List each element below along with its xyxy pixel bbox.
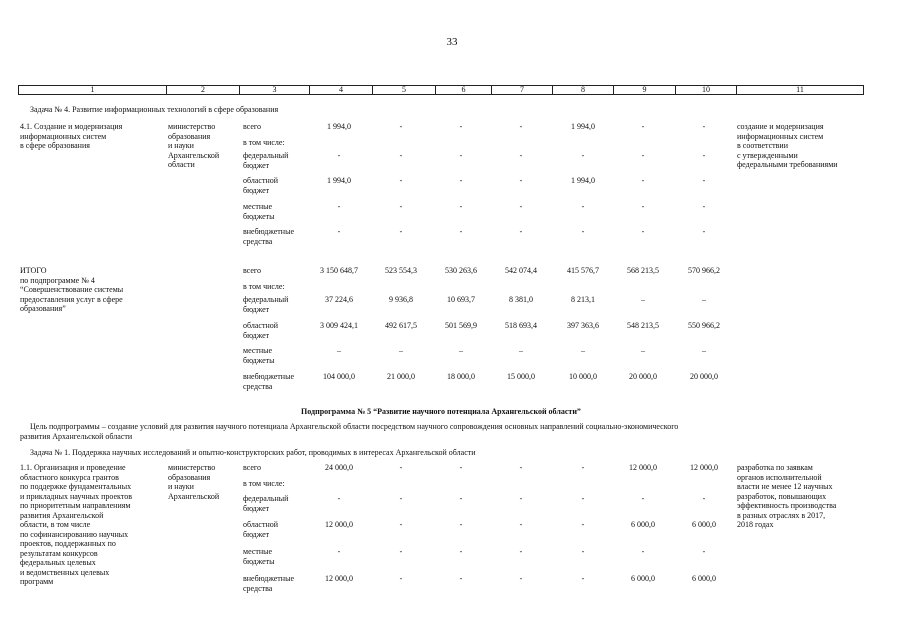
block3-result-line: 2018 годах — [737, 520, 774, 529]
table-cell-value: - — [641, 494, 645, 503]
table-cell-value: - — [641, 176, 645, 185]
block1-executor-line: образования — [168, 131, 211, 141]
table-cell-value: - — [459, 494, 463, 503]
table-cell-value: 3 150 648,7 — [320, 266, 358, 275]
funding-source-label-line: федеральный — [243, 494, 289, 503]
table-cell-value: - — [581, 547, 585, 556]
table-cell-value: – — [337, 346, 341, 355]
table-cell-value: - — [519, 202, 523, 211]
table-cell-value: - — [459, 547, 463, 556]
block3-name-line: проектов, поддержанных по — [20, 539, 116, 548]
table-cell-value: - — [459, 520, 463, 529]
table-cell-value: - — [459, 151, 463, 160]
column-header-8: 8 — [553, 86, 614, 94]
table-cell-value: - — [399, 151, 403, 160]
funding-source-label — [243, 479, 285, 489]
table-cell-value: - — [581, 227, 585, 236]
funding-source-label — [243, 463, 261, 473]
column-header-9: 9 — [614, 86, 676, 94]
funding-source-label-line: бюджеты — [243, 556, 275, 566]
funding-source-label-line: местные — [243, 346, 273, 355]
table-cell-value: – — [641, 346, 645, 355]
funding-source-label-line: всего — [243, 122, 262, 131]
block1-executor-line: Архангельской — [168, 150, 220, 160]
block2-name-line: по подпрограмме № 4 — [20, 275, 95, 285]
table-cell-value: - — [337, 151, 341, 160]
funding-source-label-line: всего — [243, 266, 262, 275]
column-header-1: 1 — [19, 86, 167, 94]
table-cell-value: - — [459, 176, 463, 185]
table-cell-value: 10 693,7 — [447, 295, 475, 304]
table-cell-value: - — [702, 122, 706, 131]
table-cell-value: - — [702, 547, 706, 556]
table-cell-value: 104 000,0 — [323, 372, 355, 381]
column-header-7: 7 — [492, 86, 553, 94]
funding-source-label-line: в том числе: — [243, 282, 285, 291]
funding-source-label — [243, 295, 288, 314]
funding-source-label-line: местные — [243, 547, 273, 556]
table-cell-value: 1 994,0 — [571, 122, 595, 131]
block2-name — [20, 266, 170, 314]
block2-name-line: “Совершенствование системы — [20, 285, 124, 294]
funding-source-label-line: в том числе: — [243, 138, 285, 147]
table-cell-value: - — [581, 202, 585, 211]
funding-source-label-line: бюджет — [243, 185, 270, 195]
block1-name-line: 4.1. Создание и модернизация — [20, 122, 123, 131]
column-header-2: 2 — [167, 86, 240, 94]
funding-source-label-line: федеральный — [243, 295, 289, 304]
table-cell-value: - — [702, 202, 706, 211]
table-cell-value: – — [519, 346, 523, 355]
table-cell-value: 518 693,4 — [505, 321, 537, 330]
table-cell-value: - — [581, 151, 585, 160]
block3-result-line: разработок, повышающих — [737, 491, 827, 501]
block1-executor — [168, 122, 238, 170]
table-cell-value: - — [702, 151, 706, 160]
block3-name-line: результатам конкурсов — [20, 548, 98, 558]
funding-source-label-line: бюджеты — [243, 355, 275, 365]
table-cell-value: 18 000,0 — [447, 372, 475, 381]
block3-result-line: органов исполнительной — [737, 472, 822, 482]
funding-source-label-line: бюджеты — [243, 211, 275, 221]
block3-result-line: в разных отраслях в 2017, — [737, 510, 826, 520]
funding-source-label — [243, 202, 275, 221]
table-cell-value: 415 576,7 — [567, 266, 599, 275]
funding-source-label — [243, 176, 278, 195]
block3-executor-line: министерство — [168, 463, 216, 472]
table-cell-value: - — [519, 463, 523, 472]
goal-text-line2: развития Архангельской области — [20, 432, 133, 441]
block1-result — [737, 122, 867, 170]
column-header-11: 11 — [796, 85, 804, 94]
funding-source-label — [243, 346, 275, 365]
table-cell-value: - — [399, 494, 403, 503]
table-cell-value: - — [581, 574, 585, 583]
funding-source-label — [243, 138, 285, 148]
block1-result-line: в соответствии — [737, 141, 788, 150]
funding-source-label-line: внебюджетные — [243, 574, 294, 583]
funding-source-label-line: внебюджетные — [243, 372, 294, 381]
table-cell-value: - — [519, 122, 523, 131]
table-cell-value: 3 009 424,1 — [320, 321, 358, 330]
table-cell-value: - — [399, 227, 403, 236]
block3-executor-line: и науки — [168, 482, 194, 491]
table-cell-value: - — [581, 494, 585, 503]
table-cell-value: - — [399, 122, 403, 131]
table-cell-value: - — [337, 494, 341, 503]
table-cell-value: – — [459, 346, 463, 355]
block1-result-line: федеральными требованиями — [737, 160, 838, 169]
block3-executor-line: Архангельской — [168, 491, 220, 501]
funding-source-label — [243, 151, 288, 170]
column-header-3: 3 — [240, 86, 310, 94]
table-cell-value: - — [581, 463, 585, 472]
table-cell-value: - — [641, 202, 645, 211]
funding-source-label-line: областной — [243, 321, 279, 330]
table-cell-value: - — [519, 176, 523, 185]
block2-name-line: ИТОГО — [20, 266, 47, 275]
table-cell-value: - — [399, 547, 403, 556]
table-cell-value: - — [519, 520, 523, 529]
task1-title: Задача № 1. Поддержка научных исследований и опытно-конструкторских работ, проводимых в интересах Архангельской области — [30, 448, 476, 457]
funding-source-label — [243, 574, 294, 593]
block3-name-line: по поддержке фундаментальных — [20, 482, 132, 491]
table-cell-value: – — [399, 346, 403, 355]
table-cell-value: 530 263,6 — [445, 266, 477, 275]
funding-source-label-line: федеральный — [243, 151, 289, 160]
table-cell-value: - — [459, 122, 463, 131]
table-cell-value: - — [459, 227, 463, 236]
block3-name-line: и ведомственных целевых — [20, 567, 110, 577]
block3-result-line: разработка по заявкам — [737, 463, 813, 472]
funding-source-label-line: бюджет — [243, 529, 270, 539]
table-cell-value: - — [641, 122, 645, 131]
funding-source-label-line: всего — [243, 463, 262, 472]
table-cell-value: 8 381,0 — [509, 295, 533, 304]
block3-name-line: 1.1. Организация и проведение — [20, 463, 126, 472]
table-cell-value: - — [519, 151, 523, 160]
funding-source-label-line: бюджет — [243, 160, 270, 170]
funding-source-label — [243, 282, 285, 292]
block3-name-line: по софинансированию научных — [20, 529, 129, 539]
block1-executor-line: министерство — [168, 122, 216, 131]
block1-name-line: в сфере образования — [20, 141, 90, 150]
table-cell-value: 37 224,6 — [325, 295, 353, 304]
block3-name-line: и прикладных научных проектов — [20, 491, 132, 501]
table-cell-value: - — [399, 176, 403, 185]
block3-name-line: программ — [20, 577, 54, 586]
task4-title: Задача № 4. Развитие информационных технологий в сфере образования — [30, 105, 279, 114]
column-header-4: 4 — [310, 86, 373, 94]
table-cell-value: - — [399, 202, 403, 211]
column-header-10: 10 — [676, 86, 737, 94]
block2-name-line: предоставления услуг в сфере — [20, 294, 123, 304]
funding-source-label — [243, 372, 294, 391]
table-cell-value: 501 569,9 — [445, 321, 477, 330]
table-cell-value: 20 000,0 — [690, 372, 718, 381]
table-cell-value: 12 000,0 — [629, 463, 657, 472]
block2-name-line: образования” — [20, 304, 66, 313]
funding-source-label-line: местные — [243, 202, 273, 211]
table-cell-value: 548 213,5 — [627, 321, 659, 330]
table-cell-value: – — [581, 346, 585, 355]
table-cell-value: 21 000,0 — [387, 372, 415, 381]
block3-name-line: по приоритетным направлениям — [20, 501, 131, 510]
block3-name-line: развития Архангельской — [20, 510, 104, 520]
table-cell-value: - — [399, 574, 403, 583]
table-cell-value: - — [641, 151, 645, 160]
subprogram5-title: Подпрограмма № 5 “Развитие научного потенциала Архангельской области” — [301, 407, 581, 416]
funding-source-label — [243, 122, 261, 132]
funding-source-label — [243, 494, 288, 513]
table-cell-value: - — [399, 520, 403, 529]
funding-source-label-line: внебюджетные — [243, 227, 294, 236]
block3-executor-line: образования — [168, 472, 211, 482]
table-cell-value: 492 617,5 — [385, 321, 417, 330]
block1-executor-line: и науки — [168, 141, 194, 150]
page-number: 33 — [446, 36, 458, 48]
block1-result-line: с утвержденными — [737, 150, 798, 160]
table-cell-value: 568 213,5 — [627, 266, 659, 275]
funding-source-label — [243, 227, 294, 246]
table-cell-value: - — [337, 227, 341, 236]
column-header-row — [18, 85, 864, 95]
table-cell-value: - — [459, 463, 463, 472]
table-cell-value: 570 966,2 — [688, 266, 720, 275]
funding-source-label-line: бюджет — [243, 503, 270, 513]
table-cell-value: 542 074,4 — [505, 266, 537, 275]
table-cell-value: 10 000,0 — [569, 372, 597, 381]
table-cell-value: 6 000,0 — [631, 520, 655, 529]
block3-result — [737, 463, 867, 530]
funding-source-label-line: средства — [243, 236, 273, 246]
table-cell-value: – — [702, 346, 706, 355]
block1-result-line: информационных систем — [737, 131, 824, 141]
table-cell-value: - — [337, 547, 341, 556]
table-cell-value: 6 000,0 — [631, 574, 655, 583]
table-cell-value: - — [337, 202, 341, 211]
table-cell-value: 6 000,0 — [692, 520, 716, 529]
table-cell-value: - — [519, 227, 523, 236]
table-cell-value: 20 000,0 — [629, 372, 657, 381]
funding-source-label — [243, 520, 278, 539]
table-cell-value: 12 000,0 — [325, 520, 353, 529]
table-cell-value: 12 000,0 — [690, 463, 718, 472]
block1-name-line: информационных систем — [20, 131, 107, 141]
table-cell-value: - — [519, 574, 523, 583]
block3-name — [20, 463, 170, 587]
table-cell-value: 1 994,0 — [571, 176, 595, 185]
table-cell-value: - — [702, 176, 706, 185]
funding-source-label-line: бюджет — [243, 330, 270, 340]
block3-name-line: области, в том числе — [20, 520, 91, 529]
table-cell-value: 523 554,3 — [385, 266, 417, 275]
table-cell-value: 1 994,0 — [327, 122, 351, 131]
table-cell-value: – — [641, 295, 645, 304]
funding-source-label — [243, 266, 261, 276]
block3-result-line: эффективность производства — [737, 501, 837, 510]
funding-source-label-line: областной — [243, 520, 279, 529]
funding-source-label — [243, 321, 278, 340]
table-cell-value: - — [459, 574, 463, 583]
table-cell-value: - — [519, 494, 523, 503]
block1-result-line: создание и модернизация — [737, 122, 824, 131]
block1-executor-line: области — [168, 160, 195, 169]
block3-name-line: областного конкурса грантов — [20, 472, 119, 482]
funding-source-label-line: в том числе: — [243, 479, 285, 488]
table-cell-value: 12 000,0 — [325, 574, 353, 583]
funding-source-label-line: средства — [243, 381, 273, 391]
funding-source-label-line: областной — [243, 176, 279, 185]
table-cell-value: 6 000,0 — [692, 574, 716, 583]
block1-name — [20, 122, 170, 151]
goal-text-line1: Цель подпрограммы – создание условий для развития научного потенциала Архангельской области посредством научного сопровождения основных направлений социально-экономического — [30, 422, 679, 431]
table-cell-value: - — [459, 202, 463, 211]
table-cell-value: 24 000,0 — [325, 463, 353, 472]
block3-executor — [168, 463, 238, 501]
funding-source-label-line: бюджет — [243, 304, 270, 314]
table-cell-value: - — [399, 463, 403, 472]
table-cell-value: - — [581, 520, 585, 529]
table-cell-value: 1 994,0 — [327, 176, 351, 185]
table-cell-value: 15 000,0 — [507, 372, 535, 381]
table-cell-value: - — [702, 494, 706, 503]
table-cell-value: - — [641, 547, 645, 556]
table-cell-value: - — [641, 227, 645, 236]
table-cell-value: 397 363,6 — [567, 321, 599, 330]
column-header-5: 5 — [373, 86, 436, 94]
table-cell-value: – — [702, 295, 706, 304]
column-header-6: 6 — [436, 86, 492, 94]
table-cell-value: 550 966,2 — [688, 321, 720, 330]
table-cell-value: - — [519, 547, 523, 556]
table-cell-value: 9 936,8 — [389, 295, 413, 304]
block3-result-line: власти не менее 12 научных — [737, 482, 833, 491]
funding-source-label — [243, 547, 275, 566]
block3-name-line: федеральных целевых — [20, 558, 96, 567]
table-cell-value: - — [702, 227, 706, 236]
table-cell-value: 8 213,1 — [571, 295, 595, 304]
funding-source-label-line: средства — [243, 583, 273, 593]
